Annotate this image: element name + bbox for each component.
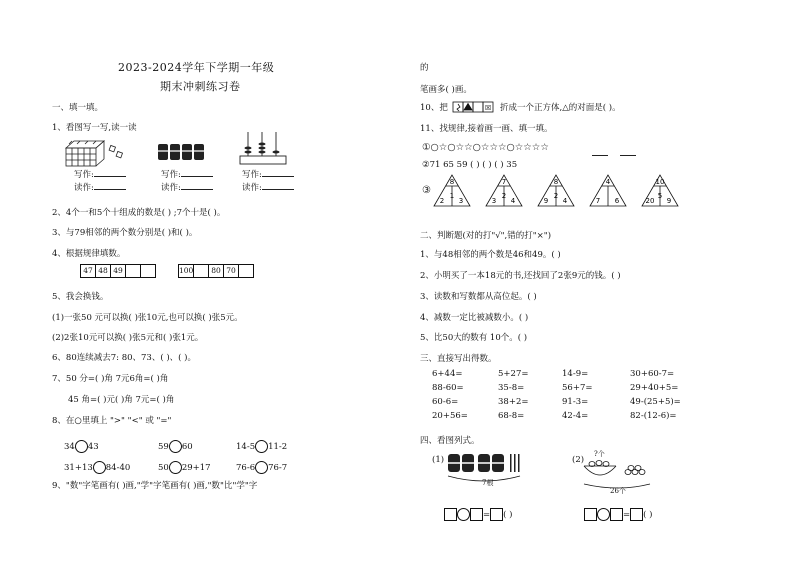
compare-item[interactable] xyxy=(64,461,130,474)
compare-right: 11-2 xyxy=(268,442,288,452)
compare-circle[interactable] xyxy=(75,440,88,453)
compare-right: 43 xyxy=(87,442,99,452)
compare-circle[interactable] xyxy=(255,461,268,474)
compare-right: 29+17 xyxy=(181,463,211,473)
calc-item: 68-8= xyxy=(498,411,525,421)
judge-2: 2、小明买了一本18元的书,还找回了2张9元的钱。( ) xyxy=(420,271,621,281)
triangle-number: 8 xyxy=(553,178,559,186)
calc-item: 20+56= xyxy=(432,411,468,421)
compare-right: 84-40 xyxy=(105,463,131,473)
triangle-number: 2 xyxy=(501,192,507,200)
answer-box[interactable] xyxy=(470,508,483,521)
triangle-number: 2 xyxy=(439,197,445,205)
answer-box[interactable] xyxy=(444,508,457,521)
seq-cell[interactable] xyxy=(194,265,209,277)
compare-item[interactable] xyxy=(158,461,211,474)
section-1-heading: 一、填一填。 xyxy=(52,103,104,113)
pattern-1: ①○☆○☆☆○☆☆☆○☆☆☆☆ xyxy=(422,142,549,153)
calc-item: 35-8= xyxy=(498,383,525,393)
section-4-heading: 四、看图列式。 xyxy=(420,436,480,446)
seq-cell: 80 xyxy=(209,265,224,277)
calc-item: 5+27= xyxy=(498,369,529,379)
operator-circle[interactable] xyxy=(597,508,610,521)
read-label: 读作: xyxy=(242,183,262,193)
seq-cell[interactable] xyxy=(141,265,155,277)
question-5a: (1)一张50 元可以换( )张10元,也可以换( )张5元。 xyxy=(52,313,243,323)
compare-item[interactable] xyxy=(236,461,287,474)
abacus-image xyxy=(238,130,288,166)
triangle-number: 7 xyxy=(501,178,507,186)
cube-blocks-image xyxy=(64,138,134,168)
write-label: 写作: xyxy=(74,170,94,180)
triangle-puzzle xyxy=(642,175,678,206)
compare-circle[interactable] xyxy=(93,461,106,474)
answer-box[interactable] xyxy=(630,508,643,521)
compare-left: 59 xyxy=(158,442,169,452)
section-3-heading: 三、直接写出得数。 xyxy=(420,354,497,364)
calc-item: 56+7= xyxy=(562,383,593,393)
triangle-number: 1 xyxy=(449,192,455,200)
seq-cell: 49 xyxy=(111,265,126,277)
compare-item[interactable] xyxy=(236,440,287,453)
compare-item[interactable] xyxy=(64,440,99,453)
question-10-lead: 10、把 xyxy=(420,103,448,113)
triangle-number: 5 xyxy=(657,192,663,200)
compare-left: 34 xyxy=(64,442,75,452)
compare-right: 76-7 xyxy=(268,463,288,473)
triangle-puzzle xyxy=(434,175,470,206)
judge-1: 1、与48相邻的两个数是46和49。( ) xyxy=(420,250,561,260)
write-field-2[interactable] xyxy=(161,171,213,180)
triangle-number: 3 xyxy=(458,197,464,205)
write-field-3[interactable] xyxy=(242,171,294,180)
figure-1-total: 7根 xyxy=(482,479,494,487)
calc-item: 14-9= xyxy=(562,369,589,379)
question-1: 1、看图写一写,读一读 xyxy=(52,123,137,133)
question-9: 9、"数"字笔画有( )画,"学"字笔画有( )画,"数"比"学"字 xyxy=(52,481,258,491)
question-6: 6、80连续减去7: 80、73、( )、( )。 xyxy=(52,353,196,363)
triangle-number: 9 xyxy=(666,197,672,205)
calc-item: 82-(12-6)= xyxy=(630,411,677,421)
question-10-rest: 折成一个正方体,△的对面是( )。 xyxy=(500,103,621,113)
question-11: 11、找规律,接着画一画、填一填。 xyxy=(420,124,553,134)
question-9-continued: 的 xyxy=(420,63,429,73)
calc-item: 29+40+5= xyxy=(630,383,679,393)
pattern-2: ②71 65 59 ( ) ( ) ( ) 35 xyxy=(422,160,518,170)
compare-item[interactable] xyxy=(158,440,193,453)
question-4: 4、根据规律填数。 xyxy=(52,249,126,259)
question-5: 5、我会换钱。 xyxy=(52,292,109,302)
triangle-number: 4 xyxy=(510,197,516,205)
seq-cell[interactable] xyxy=(239,265,253,277)
section-2-heading: 二、判断题(对的打"√",错的打"×") xyxy=(420,231,552,241)
unit-paren: ( ) xyxy=(643,510,653,520)
compare-left: 14-5 xyxy=(236,442,256,452)
triangle-number: 7 xyxy=(595,197,601,205)
triangle-number: 10 xyxy=(655,178,665,186)
figure-1-label: (1) xyxy=(432,455,445,465)
sequence-boxes-1[interactable] xyxy=(80,264,156,278)
triangle-puzzles xyxy=(432,174,692,208)
triangle-number: 9 xyxy=(543,197,549,205)
question-5b: (2)2张10元可以换( )张5元和( )张1元。 xyxy=(52,333,204,343)
triangle-number: 3 xyxy=(491,197,497,205)
sequence-boxes-2[interactable] xyxy=(178,264,254,278)
write-field-1[interactable] xyxy=(74,171,126,180)
compare-circle[interactable] xyxy=(255,440,268,453)
calc-item: 30+60-7= xyxy=(630,369,675,379)
judge-4: 4、减数一定比被减数小。( ) xyxy=(420,313,529,323)
compare-circle[interactable] xyxy=(169,440,182,453)
pattern-3-label: ③ xyxy=(422,185,431,196)
calc-item: 91-3= xyxy=(562,397,589,407)
title-line-1: 2023-2024学年下学期一年级 xyxy=(118,61,275,74)
answer-equation-1[interactable]: = ( ) xyxy=(444,508,512,521)
title-line-2: 期末冲刺练习卷 xyxy=(160,80,241,93)
seq-cell: 100 xyxy=(179,266,194,275)
read-field-3[interactable] xyxy=(242,184,294,193)
question-7a: 7、50 分=( )角 7元6角=( )角 xyxy=(52,374,169,384)
answer-box[interactable] xyxy=(490,508,503,521)
pattern-1-blanks[interactable] xyxy=(592,150,636,159)
operator-circle[interactable] xyxy=(457,508,470,521)
answer-box[interactable] xyxy=(610,508,623,521)
seq-cell: 48 xyxy=(96,265,111,277)
answer-box[interactable] xyxy=(584,508,597,521)
calc-item: 6+44= xyxy=(432,369,463,379)
read-label: 读作: xyxy=(74,183,94,193)
judge-5: 5、比50大的数有 10个。( ) xyxy=(420,333,528,343)
stick-bundles-image xyxy=(156,142,206,162)
triangle-number: 20 xyxy=(645,197,655,205)
figure-2-question: ?个 xyxy=(594,450,605,458)
compare-left: 76-6 xyxy=(236,463,256,473)
calc-item: 38+2= xyxy=(498,397,529,407)
read-field-2[interactable] xyxy=(161,184,213,193)
question-10 xyxy=(420,104,448,113)
seq-cell[interactable] xyxy=(126,265,141,277)
compare-right: 60 xyxy=(181,442,193,452)
triangle-number: 6 xyxy=(614,197,620,205)
compare-circle[interactable] xyxy=(169,461,182,474)
question-3: 3、与79相邻的两个数分别是( )和( )。 xyxy=(52,228,198,238)
question-7b: 45 角=( )元( )角 7元=( )角 xyxy=(68,395,175,405)
triangle-number: 4 xyxy=(605,178,611,186)
write-label: 写作: xyxy=(242,170,262,180)
read-field-1[interactable] xyxy=(74,184,126,193)
write-label: 写作: xyxy=(161,170,181,180)
calc-item: 88-60= xyxy=(432,383,464,393)
seq-cell: 70 xyxy=(224,265,239,277)
triangle-puzzle xyxy=(486,175,522,206)
question-8: 8、在○里填上 ">" "<" 或 "=" xyxy=(52,416,172,426)
answer-equation-2[interactable]: = ( ) xyxy=(584,508,652,521)
triangle-puzzle xyxy=(590,175,626,206)
compare-left: 31+13 xyxy=(64,463,93,473)
figure-2-total: 26个 xyxy=(610,487,626,495)
triangle-puzzle xyxy=(538,175,574,206)
compare-left: 50 xyxy=(158,463,169,473)
question-9-continued-2: 笔画多( )画。 xyxy=(420,85,472,95)
figure-2-label: (2) xyxy=(572,455,585,465)
question-2: 2、4个一和5个十组成的数是( ) ;7个十是( )。 xyxy=(52,208,226,218)
calc-item: 49-(25+5)= xyxy=(630,397,681,407)
triangle-number: 8 xyxy=(449,178,455,186)
svg-text:☒: ☒ xyxy=(485,104,492,112)
cube-net-image xyxy=(452,100,496,116)
seq-cell: 47 xyxy=(81,265,96,277)
unit-paren: ( ) xyxy=(503,510,513,520)
read-label: 读作: xyxy=(161,183,181,193)
triangle-number: 2 xyxy=(553,192,559,200)
triangle-number: 4 xyxy=(562,197,568,205)
calc-item: 60-6= xyxy=(432,397,459,407)
calc-item: 42-4= xyxy=(562,411,589,421)
judge-3: 3、读数和写数都从高位起。( ) xyxy=(420,292,537,302)
